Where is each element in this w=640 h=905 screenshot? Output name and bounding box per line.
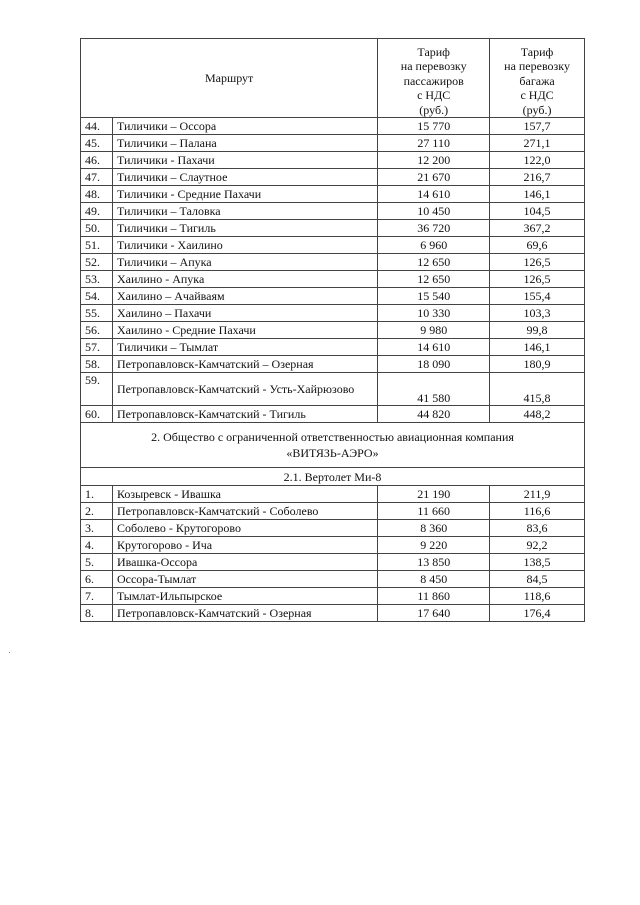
table-header-row [81,39,585,118]
row-number: 46. [81,152,113,169]
passenger-tariff: 14 610 [378,186,490,203]
company-line-1: 2. Общество с ограниченной ответственностью авиационная компания [151,430,514,444]
row-number: 8. [81,605,113,622]
table-row [81,135,585,152]
passenger-tariff: 18 090 [378,356,490,373]
subsection-title: 2.1. Вертолет Ми-8 [81,468,585,486]
passenger-tariff: 12 650 [378,254,490,271]
route-name: Тымлат-Ильпырское [112,588,377,605]
section1-body [81,118,585,423]
route-name: Тиличики – Апука [112,254,377,271]
header-passenger-line: пассажиров [403,73,464,88]
header-route: Маршрут [81,39,378,118]
row-number: 57. [81,339,113,356]
route-name: Оссора-Тымлат [112,571,377,588]
header-passenger-line: на перевозку [400,59,467,73]
row-number: 48. [81,186,113,203]
header-passenger-line: (руб.) [419,102,449,117]
company-line-2: «ВИТЯЗЬ-АЭРО» [286,446,379,460]
company-name [81,423,585,468]
passenger-tariff: 17 640 [378,605,490,622]
route-name: Козыревск - Ивашка [112,486,377,503]
route-name: Соболево - Крутогорово [112,520,377,537]
baggage-tariff: 176,4 [490,605,585,622]
passenger-tariff: 15 540 [378,288,490,305]
passenger-tariff: 41 580 [378,373,490,406]
baggage-tariff: 126,5 [490,254,585,271]
row-number: 44. [81,118,113,135]
passenger-tariff: 6 960 [378,237,490,254]
header-baggage-tariff [490,39,585,118]
table-row [81,254,585,271]
route-name: Тиличики – Тымлат [112,339,377,356]
subsection-row [81,468,585,486]
route-name: Петропавловск-Камчатский - Усть-Хайрюзово [112,373,377,406]
baggage-tariff: 122,0 [490,152,585,169]
row-number: 51. [81,237,113,254]
passenger-tariff: 44 820 [378,406,490,423]
passenger-tariff: 15 770 [378,118,490,135]
passenger-tariff: 12 200 [378,152,490,169]
passenger-tariff: 9 220 [378,537,490,554]
baggage-tariff: 367,2 [490,220,585,237]
tariff-table [80,38,585,622]
table-row [81,322,585,339]
header-passenger-tariff [378,39,490,118]
row-number: 54. [81,288,113,305]
table-row [81,118,585,135]
table-row [81,169,585,186]
passenger-tariff: 8 360 [378,520,490,537]
route-name: Тиличики – Палана [112,135,377,152]
route-name: Хаилино - Средние Пахачи [112,322,377,339]
table-row [81,220,585,237]
baggage-tariff: 271,1 [490,135,585,152]
table-row [81,537,585,554]
scan-artifact-dot [9,652,10,653]
route-name: Хаилино – Пахачи [112,305,377,322]
baggage-tariff: 155,4 [490,288,585,305]
section2-heading [81,423,585,486]
route-name: Тиличики - Пахачи [112,152,377,169]
table-row [81,271,585,288]
table-row [81,237,585,254]
baggage-tariff: 180,9 [490,356,585,373]
route-name: Хаилино – Ачайваям [112,288,377,305]
passenger-tariff: 27 110 [378,135,490,152]
passenger-tariff: 10 330 [378,305,490,322]
table-row [81,339,585,356]
route-name: Петропавловск-Камчатский - Озерная [112,605,377,622]
baggage-tariff: 116,6 [490,503,585,520]
passenger-tariff: 14 610 [378,339,490,356]
baggage-tariff: 69,6 [490,237,585,254]
row-number: 3. [81,520,113,537]
row-number: 4. [81,537,113,554]
baggage-tariff: 415,8 [490,373,585,406]
table-row [81,503,585,520]
route-name: Тиличики – Оссора [112,118,377,135]
baggage-tariff: 157,7 [490,118,585,135]
header-passenger-line: Тариф [417,44,450,59]
row-number: 1. [81,486,113,503]
row-number: 52. [81,254,113,271]
passenger-tariff: 8 450 [378,571,490,588]
route-name: Тиличики - Хаилино [112,237,377,254]
table-row [81,305,585,322]
table-row [81,152,585,169]
passenger-tariff: 36 720 [378,220,490,237]
route-name: Петропавловск-Камчатский - Тигиль [112,406,377,423]
baggage-tariff: 83,6 [490,520,585,537]
baggage-tariff: 84,5 [490,571,585,588]
row-number: 58. [81,356,113,373]
table-row [81,373,585,406]
baggage-tariff: 92,2 [490,537,585,554]
route-name: Крутогорово - Ича [112,537,377,554]
passenger-tariff: 12 650 [378,271,490,288]
baggage-tariff: 118,6 [490,588,585,605]
route-name: Тиличики – Слаутное [112,169,377,186]
header-baggage-line: (руб.) [522,102,552,117]
table-row [81,520,585,537]
baggage-tariff: 103,3 [490,305,585,322]
table-row [81,203,585,220]
table-row [81,571,585,588]
route-name: Тиличики – Таловка [112,203,377,220]
baggage-tariff: 99,8 [490,322,585,339]
header-baggage-line: с НДС [520,88,554,102]
route-name: Ивашка-Оссора [112,554,377,571]
passenger-tariff: 11 860 [378,588,490,605]
row-number: 49. [81,203,113,220]
table-row [81,406,585,423]
baggage-tariff: 448,2 [490,406,585,423]
table-row [81,356,585,373]
table-row [81,288,585,305]
row-number: 45. [81,135,113,152]
row-number: 56. [81,322,113,339]
baggage-tariff: 126,5 [490,271,585,288]
route-name: Петропавловск-Камчатский - Соболево [112,503,377,520]
passenger-tariff: 9 980 [378,322,490,339]
route-name: Тиличики - Средние Пахачи [112,186,377,203]
table-row [81,486,585,503]
route-name: Тиличики – Тигиль [112,220,377,237]
table-row [81,605,585,622]
passenger-tariff: 10 450 [378,203,490,220]
route-name: Петропавловск-Камчатский – Озерная [112,356,377,373]
header-baggage-line: на перевозку [504,59,570,73]
row-number: 6. [81,571,113,588]
row-number: 2. [81,503,113,520]
passenger-tariff: 11 660 [378,503,490,520]
baggage-tariff: 146,1 [490,339,585,356]
row-number: 5. [81,554,113,571]
baggage-tariff: 138,5 [490,554,585,571]
header-baggage-line: багажа [519,73,555,88]
baggage-tariff: 216,7 [490,169,585,186]
table-row [81,186,585,203]
baggage-tariff: 211,9 [490,486,585,503]
passenger-tariff: 13 850 [378,554,490,571]
table-row [81,588,585,605]
row-number: 60. [81,406,113,423]
row-number: 55. [81,305,113,322]
baggage-tariff: 104,5 [490,203,585,220]
row-number: 47. [81,169,113,186]
row-number: 50. [81,220,113,237]
section2-body [81,486,585,622]
row-number: 7. [81,588,113,605]
route-name: Хаилино - Апука [112,271,377,288]
passenger-tariff: 21 670 [378,169,490,186]
row-number: 59. [81,373,113,406]
passenger-tariff: 21 190 [378,486,490,503]
baggage-tariff: 146,1 [490,186,585,203]
row-number: 53. [81,271,113,288]
header-baggage-line: Тариф [520,44,554,59]
header-passenger-line: с НДС [417,88,451,102]
company-row [81,423,585,468]
table-row [81,554,585,571]
